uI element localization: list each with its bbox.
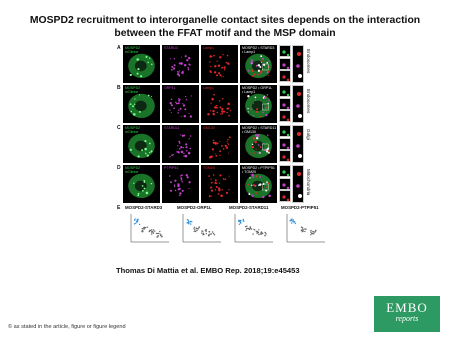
copyright-footer: © as stated in the article, figure or figure legend xyxy=(8,324,126,330)
data-point xyxy=(198,228,199,229)
data-point xyxy=(202,234,203,235)
panel-letter: A xyxy=(117,45,121,51)
zoom-merge-inset xyxy=(292,165,304,203)
zoom-inset xyxy=(279,70,291,82)
micrograph-panel xyxy=(123,125,160,163)
data-point xyxy=(302,231,303,232)
figure-title: MOSPD2 recruitment to interorganelle contact sites depends on the interaction between the FFAT motif and the MSP domain xyxy=(29,15,421,39)
data-point xyxy=(159,231,160,232)
graph-title: MOSPD2-PTPIP51 xyxy=(281,205,319,210)
zoom-inset xyxy=(279,110,291,122)
data-point xyxy=(214,234,215,235)
graph-title: MOSPD2-STARD3 xyxy=(125,205,163,210)
data-point xyxy=(139,224,140,225)
zoom-inset xyxy=(279,98,291,110)
data-point xyxy=(264,235,265,236)
data-point xyxy=(157,233,158,234)
micrograph-panel xyxy=(123,45,160,83)
data-point xyxy=(191,221,192,222)
graph-axes xyxy=(131,214,169,242)
data-point xyxy=(243,219,244,220)
channel-label: MOSPD2 mCitrine xyxy=(125,166,141,174)
data-point xyxy=(251,228,252,229)
channel-label: GM130 xyxy=(203,126,215,130)
organelle-label: Endosomes xyxy=(306,89,311,114)
micrograph-panel xyxy=(240,45,277,83)
data-point xyxy=(201,232,202,233)
data-point xyxy=(135,223,136,224)
data-point xyxy=(258,234,259,235)
data-point xyxy=(243,220,244,221)
data-point xyxy=(291,218,292,219)
zoom-inset xyxy=(279,150,291,162)
data-point xyxy=(302,229,303,230)
data-point xyxy=(312,233,313,234)
channel-label: TOM20 xyxy=(203,166,215,170)
channel-label: MOSPD2 • PTPIP51 • TOM20 xyxy=(242,166,275,174)
micrograph-panel xyxy=(123,85,160,123)
embo-reports-logo xyxy=(374,296,440,332)
data-point xyxy=(212,231,213,232)
graph-title: MOSPD2-STARD11 xyxy=(229,205,269,210)
data-point xyxy=(261,231,262,232)
data-point xyxy=(257,232,258,233)
scatter-graph xyxy=(177,212,223,250)
data-point xyxy=(154,230,155,231)
logo-line-1: EMBO xyxy=(386,300,428,315)
data-point xyxy=(134,218,135,219)
data-point xyxy=(209,234,210,235)
citation: Thomas Di Mattia et al. EMBO Rep. 2018;19:e45453 xyxy=(116,266,300,275)
data-point xyxy=(205,230,206,231)
data-point xyxy=(147,227,148,228)
micrograph-panel xyxy=(240,165,277,203)
data-point xyxy=(315,230,316,231)
logo-line-2: reports xyxy=(395,314,419,323)
data-point xyxy=(246,226,247,227)
data-point xyxy=(152,232,153,233)
zoom-inset xyxy=(279,165,291,177)
data-point xyxy=(301,230,302,231)
data-point xyxy=(310,234,311,235)
micrograph-panel xyxy=(240,125,277,163)
channel-label: MOSPD2 mCitrine xyxy=(125,46,141,54)
micrograph-panel xyxy=(201,85,238,123)
scatter-graph xyxy=(281,212,327,250)
data-point xyxy=(291,222,292,223)
micrograph-panel xyxy=(123,165,160,203)
scatter-graph xyxy=(229,212,275,250)
data-point xyxy=(211,233,212,234)
organelle-label: Endosomes xyxy=(306,49,311,74)
data-point xyxy=(150,230,151,231)
panel-letter: B xyxy=(117,85,121,91)
zoom-inset xyxy=(279,45,291,57)
graph-axes xyxy=(183,214,221,242)
data-point xyxy=(143,229,144,230)
zoom-merge-inset xyxy=(292,45,304,83)
panel-letter: D xyxy=(117,165,121,171)
data-point xyxy=(239,224,240,225)
data-point xyxy=(256,231,257,232)
channel-label: ORP1L xyxy=(164,86,176,90)
data-point xyxy=(294,221,295,222)
data-point xyxy=(151,231,152,232)
panel-letter: C xyxy=(117,125,121,131)
data-point xyxy=(134,220,135,221)
data-point xyxy=(256,233,257,234)
data-point xyxy=(194,227,195,228)
data-point xyxy=(137,221,138,222)
data-point xyxy=(196,230,197,231)
data-point xyxy=(310,230,311,231)
channel-label: STARD3 xyxy=(164,46,178,50)
data-point xyxy=(239,220,240,221)
data-point xyxy=(240,220,241,221)
data-point xyxy=(187,219,188,220)
zoom-inset xyxy=(279,85,291,97)
data-point xyxy=(137,219,138,220)
micrograph-panel xyxy=(162,125,199,163)
micrograph-panel xyxy=(201,165,238,203)
organelle-label: Mitochondria xyxy=(306,169,311,196)
data-point xyxy=(305,229,306,230)
data-point xyxy=(248,228,249,229)
zoom-inset xyxy=(279,58,291,70)
zoom-inset xyxy=(279,138,291,150)
channel-label: STARD11 xyxy=(164,126,180,130)
data-point xyxy=(245,226,246,227)
data-point xyxy=(196,228,197,229)
data-point xyxy=(144,227,145,228)
data-point xyxy=(250,226,251,227)
data-point xyxy=(262,233,263,234)
data-point xyxy=(142,228,143,229)
data-point xyxy=(188,222,189,223)
data-point xyxy=(208,235,209,236)
data-point xyxy=(213,233,214,234)
data-point xyxy=(161,236,162,237)
panel-letter-e: E xyxy=(117,205,121,211)
data-point xyxy=(199,226,200,227)
micrograph-panel xyxy=(240,85,277,123)
data-point xyxy=(209,231,210,232)
quantification-graphs xyxy=(117,205,329,253)
graph-title: MOSPD2-ORP1L xyxy=(177,205,212,210)
channel-label: Lamp1 xyxy=(203,46,214,50)
channel-label: MOSPD2 • ORP1L • Lamp1 xyxy=(242,86,273,94)
data-point xyxy=(194,231,195,232)
data-point xyxy=(295,223,296,224)
data-point xyxy=(261,234,262,235)
channel-label: PTPIP51 xyxy=(164,166,179,170)
data-point xyxy=(187,222,188,223)
figure-panel xyxy=(117,43,329,253)
data-point xyxy=(160,235,161,236)
data-point xyxy=(153,229,154,230)
graph-axes xyxy=(235,214,273,242)
data-point xyxy=(206,233,207,234)
data-point xyxy=(156,236,157,237)
data-point xyxy=(245,230,246,231)
data-point xyxy=(265,232,266,233)
channel-label: MOSPD2 • STARD11 • GM130 xyxy=(242,126,277,134)
zoom-merge-inset xyxy=(292,125,304,163)
data-point xyxy=(258,229,259,230)
data-point xyxy=(304,231,305,232)
data-point xyxy=(293,219,294,220)
micrograph-panel xyxy=(201,45,238,83)
data-point xyxy=(134,223,135,224)
micrograph-panel xyxy=(162,165,199,203)
data-point xyxy=(156,233,157,234)
zoom-inset xyxy=(279,125,291,137)
data-point xyxy=(252,233,253,234)
data-point xyxy=(249,229,250,230)
data-point xyxy=(302,230,303,231)
data-point xyxy=(194,229,195,230)
zoom-inset xyxy=(279,190,291,202)
micrograph-panel xyxy=(162,85,199,123)
data-point xyxy=(188,221,189,222)
micrograph-panel xyxy=(201,125,238,163)
data-point xyxy=(246,228,247,229)
data-point xyxy=(289,220,290,221)
data-point xyxy=(142,231,143,232)
zoom-inset xyxy=(279,178,291,190)
data-point xyxy=(151,233,152,234)
micrograph-panel xyxy=(162,45,199,83)
data-point xyxy=(314,232,315,233)
zoom-merge-inset xyxy=(292,85,304,123)
data-point xyxy=(159,233,160,234)
channel-label: MOSPD2 • STARD3 • Lamp1 xyxy=(242,46,275,54)
data-point xyxy=(195,231,196,232)
channel-label: Lamp1 xyxy=(203,86,214,90)
data-point xyxy=(301,227,302,228)
data-point xyxy=(190,223,191,224)
scatter-graph xyxy=(125,212,171,250)
data-point xyxy=(254,229,255,230)
data-point xyxy=(240,222,241,223)
organelle-label: Golgi xyxy=(306,129,311,140)
data-point xyxy=(265,233,266,234)
data-point xyxy=(202,231,203,232)
data-point xyxy=(149,231,150,232)
data-point xyxy=(313,231,314,232)
channel-label: MOSPD2 mCitrine xyxy=(125,126,141,134)
channel-label: MOSPD2 mCitrine xyxy=(125,86,141,94)
graph-axes xyxy=(287,214,325,242)
